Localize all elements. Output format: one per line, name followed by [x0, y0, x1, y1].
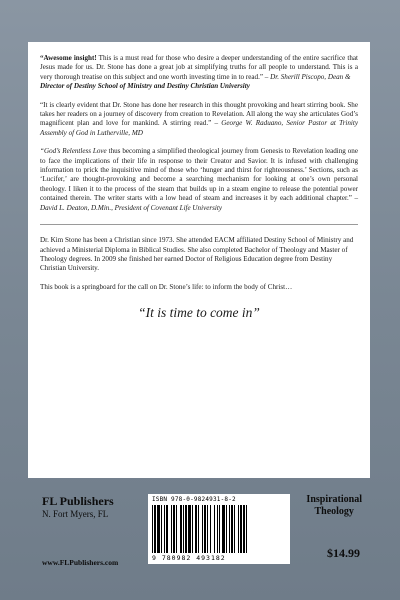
category-line-2: Theology — [314, 506, 354, 517]
barcode-bars — [152, 505, 286, 553]
isbn-number: ISBN 978-0-9824931-8-2 — [152, 496, 236, 503]
publisher-city: N. Fort Myers, FL — [42, 509, 109, 519]
review-3 — [40, 147, 358, 213]
review-1-attribution-title: Director of Destiny School of Ministry and Destiny Christian University — [40, 82, 250, 91]
review-3-book-title: “God’s Relentless Love — [40, 147, 107, 156]
category-line-1: Inspirational — [306, 494, 362, 505]
review-panel — [28, 42, 370, 478]
publisher-url: www.FLPublishers.com — [42, 558, 119, 567]
review-2-text: “It is clearly evident that Dr. Stone has done her research in this thought provoking and heart stirring book. She takes her readers on a journey of discovery from creation to Revelation. All along the way she articulates God’s magnificent plan and love for mankind. A stirring read.” – — [40, 100, 358, 128]
section-divider — [40, 224, 358, 225]
book-price: $14.99 — [327, 546, 360, 560]
review-2 — [40, 101, 358, 139]
barcode-bar — [247, 505, 250, 553]
tagline: “It is time to come in” — [138, 305, 260, 321]
book-summary: This book is a springboard for the call on Dr. Stone’s life: to inform the body of Christ… — [40, 282, 293, 291]
ean-digits: 9 780982 493182 — [152, 554, 226, 562]
review-1-text: This is a must read for those who desire a deeper understanding of the entire sacrifice that Jesus made for us. Dr. Stone has done a great job at simplifying truths for all people to understand. This is a very thorough treatise on this subject and one worth investing time in to read.” – — [40, 54, 358, 81]
review-2-attribution: George W. Raduano, Senior Pastor at Trinity Assembly of God in Lutherville, MD — [40, 119, 358, 137]
publisher-name: FL Publishers — [42, 494, 114, 508]
review-3-attribution: David L. Deaton, D.Min., President of Covenant Life University — [40, 203, 222, 212]
book-category — [306, 494, 362, 518]
author-bio: Dr. Kim Stone has been a Christian since 1973. She attended EACM affiliated Destiny School of Ministry and achieved a Ministerial Diploma in Biblical Studies. She also completed Bachelor of Theology and Master of Theology degrees. In 2009 she finished her earned Doctor of Religious Education degree from Destiny Christian University. — [40, 236, 354, 273]
review-1 — [40, 54, 358, 92]
isbn-barcode — [148, 494, 290, 564]
review-1-lead: “Awesome insight! — [40, 54, 97, 62]
review-3-text: thus becoming a simplified theological journey from Genesis to Revelation leading one to face the implications of their life in response to their Creator and Savior. It is infused with challenging information to prick the inquisitive mind of those who ‘hunger and thirst for righteousness.’ Sections, such as ‘Lucifer,’ are thought-provoking and become a searching mechanism for looking at one’s own personal theology. I liken it to the process of the steam that builds up in a steam engine to release the potential power contained therein. The writer starts with a low head of steam and increases it by each additional chapter.” – — [40, 147, 358, 203]
review-1-attribution: Dr. Sherill Piscopo, Dean & — [270, 72, 351, 81]
